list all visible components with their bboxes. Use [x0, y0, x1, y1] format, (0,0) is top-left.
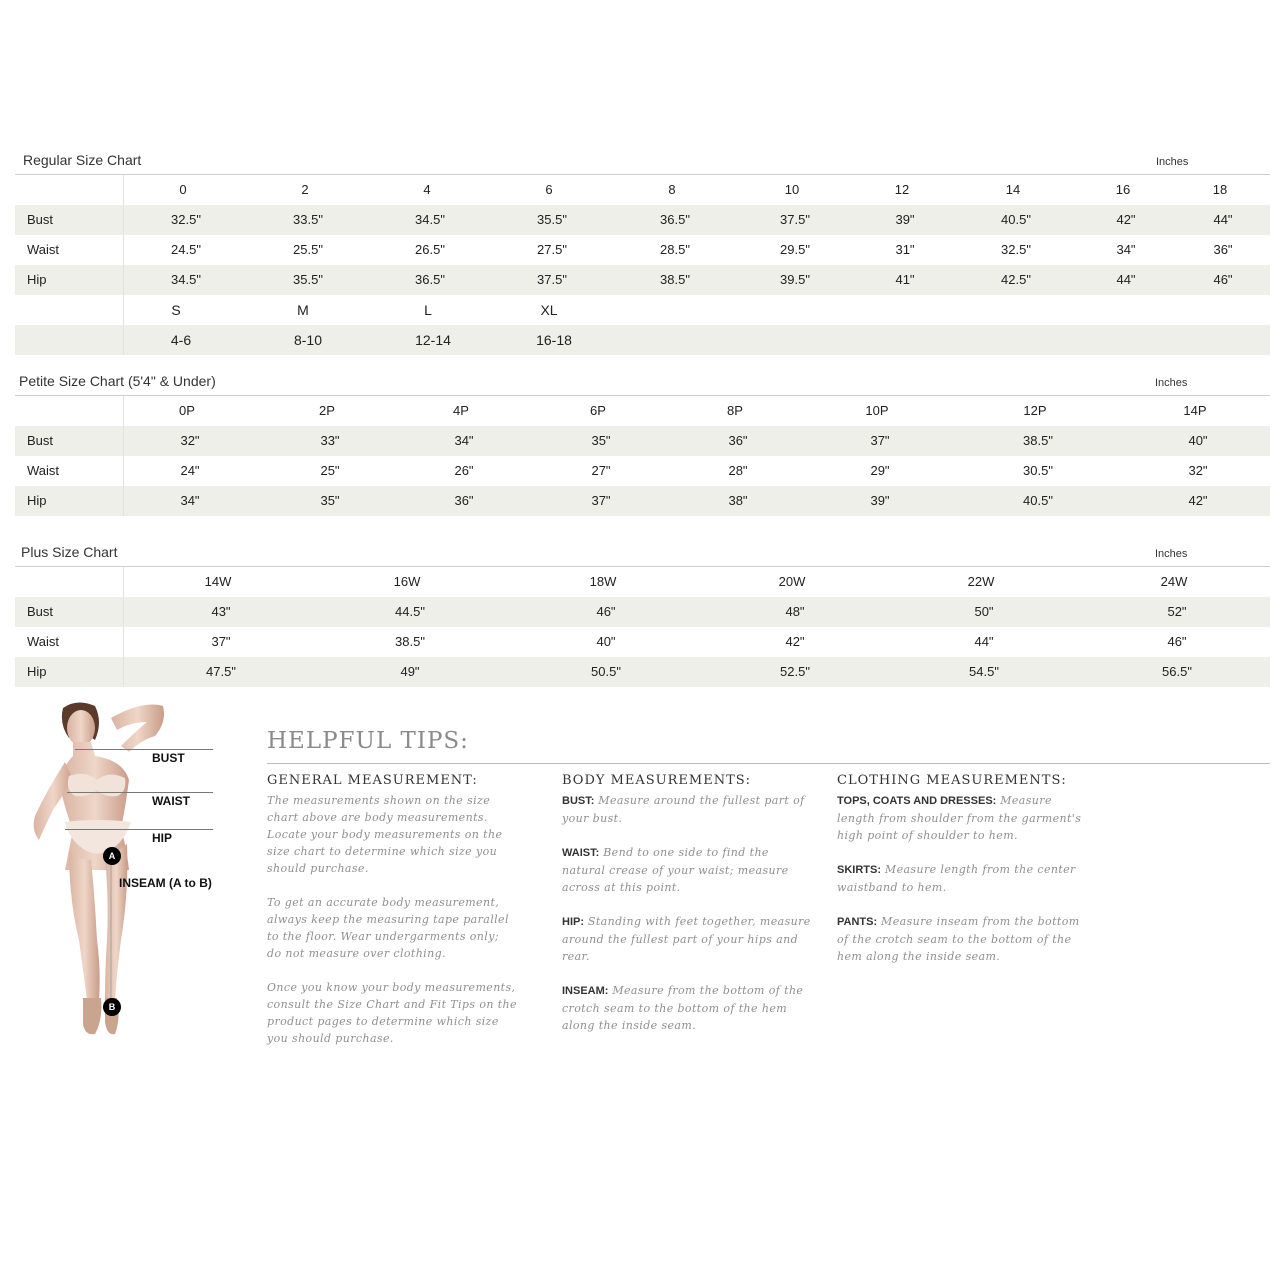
body-measurement-figure: [25, 700, 225, 1040]
table-cell: 29.5": [780, 242, 810, 257]
table-cell: 20W: [778, 574, 806, 589]
table-cell: 44.5": [395, 604, 425, 619]
table-cell: 35": [591, 433, 611, 448]
table-cell: M: [297, 302, 309, 318]
table-cell: 16-18: [536, 332, 572, 348]
skirts-tip-text: Measure length from the center waistband to hem.: [837, 863, 1076, 894]
bust-tip: [562, 792, 812, 827]
table-cell: 36": [454, 493, 474, 508]
clothing-measurements-column: [837, 773, 1087, 982]
point-b-marker: B: [103, 998, 121, 1016]
measurement-row-bust: [15, 426, 1270, 456]
table-cell: 44": [1116, 272, 1136, 287]
table-cell: 33": [320, 433, 340, 448]
table-cell: 50.5": [591, 664, 621, 679]
chart-title: Petite Size Chart (5'4" & Under): [19, 373, 216, 389]
table-cell: S: [171, 302, 181, 318]
table-cell: 16: [1115, 182, 1131, 197]
inseam-tip: [562, 982, 812, 1034]
measurement-row-waist: [15, 235, 1270, 265]
table-cell: 12: [894, 182, 910, 197]
measurement-row-waist: [15, 627, 1270, 657]
alpha-size-row: [15, 295, 1270, 325]
table-cell: 14P: [1183, 403, 1207, 418]
table-cell: 39": [870, 493, 890, 508]
general-paragraph-3: Once you know your body measurements, consult the Size Chart and Fit Tips on the product pages to determine which size you should purchase.: [267, 981, 517, 1045]
measurement-row-waist: [15, 456, 1270, 486]
tips-divider: [267, 763, 1270, 764]
table-cell: 18: [1212, 182, 1228, 197]
row-label: Hip: [27, 493, 47, 508]
measurement-row-bust: [15, 205, 1270, 235]
row-label: Waist: [27, 242, 60, 257]
chart-unit: Inches: [1155, 377, 1188, 389]
table-cell: 36": [728, 433, 748, 448]
measurement-row-hip: [15, 265, 1270, 295]
hip-tip-label: HIP:: [562, 916, 584, 928]
table-cell: 44": [1213, 212, 1233, 227]
row-label: Waist: [27, 634, 60, 649]
bust-tip-label: BUST:: [562, 795, 595, 807]
table-cell: 48": [785, 604, 805, 619]
skirts-tip-label: SKIRTS:: [837, 864, 881, 876]
clothing-measurements-heading: CLOTHING MEASUREMENTS:: [837, 773, 1067, 788]
table-cell: 27": [591, 463, 611, 478]
table-cell: 32.5": [1001, 242, 1031, 257]
chart-unit: Inches: [1156, 156, 1189, 168]
helpful-tips-heading: HELPFUL TIPS:: [267, 728, 469, 754]
waist-tip-label: WAIST:: [562, 847, 600, 859]
general-measurement-column: [267, 773, 517, 1064]
table-cell: 12P: [1023, 403, 1047, 418]
pants-tip-label: PANTS:: [837, 916, 878, 928]
pants-tip-text: Measure inseam from the bottom of the crotch seam to the bottom of the hem along the inside seam.: [837, 915, 1080, 963]
table-cell: 28": [728, 463, 748, 478]
body-measurements-column: [562, 773, 812, 1051]
table-cell: 24.5": [171, 242, 201, 257]
table-cell: 40": [1188, 433, 1208, 448]
table-cell: 0P: [179, 403, 195, 418]
table-cell: 32": [180, 433, 200, 448]
plus-size-chart: [15, 540, 1270, 687]
row-label-cell: [15, 396, 124, 426]
general-measurement-heading: GENERAL MEASUREMENT:: [267, 773, 478, 788]
table-cell: 4: [423, 182, 431, 197]
hip-tip-text: Standing with feet together, measure around the fullest part of your hips and rear.: [562, 915, 811, 963]
table-cell: 35.5": [537, 212, 567, 227]
hip-tip: [562, 913, 812, 965]
tops-tip-label: TOPS, COATS AND DRESSES:: [837, 795, 997, 807]
table-cell: 52.5": [780, 664, 810, 679]
table-cell: 27.5": [537, 242, 567, 257]
table-cell: 37": [870, 433, 890, 448]
table-cell: 14: [1005, 182, 1021, 197]
table-cell: 14W: [204, 574, 232, 589]
table-cell: 6P: [590, 403, 606, 418]
row-label-cell: [15, 567, 124, 597]
pants-tip: [837, 913, 1087, 965]
table-cell: 42": [785, 634, 805, 649]
table-cell: 52": [1167, 604, 1187, 619]
table-cell: 35.5": [293, 272, 323, 287]
table-cell: 33.5": [293, 212, 323, 227]
table-cell: 4-6: [170, 332, 192, 348]
table-cell: 37": [211, 634, 231, 649]
table-cell: 36": [1213, 242, 1233, 257]
table-cell: L: [424, 302, 432, 318]
petite-size-chart: [15, 369, 1270, 516]
table-cell: 42": [1116, 212, 1136, 227]
table-cell: 32": [1188, 463, 1208, 478]
table-cell: 37.5": [537, 272, 567, 287]
tops-tip-text: Measure length from shoulder from the garment's high point of shoulder to hem.: [837, 794, 1082, 842]
table-cell: 56.5": [1162, 664, 1192, 679]
waist-tip: [562, 844, 812, 896]
table-cell: 16W: [393, 574, 421, 589]
chart-unit: Inches: [1155, 548, 1188, 560]
general-paragraph-2: To get an accurate body measurement, always keep the measuring tape parallel to the floor. Wear undergarments only; do not measure over clothing.: [267, 896, 509, 960]
table-cell: 25.5": [293, 242, 323, 257]
table-cell: 37.5": [780, 212, 810, 227]
table-cell: 38.5": [1023, 433, 1053, 448]
table-cell: 40.5": [1001, 212, 1031, 227]
table-cell: 42.5": [1001, 272, 1031, 287]
table-cell: 10: [784, 182, 800, 197]
size-header-row: [15, 396, 1270, 426]
table-cell: 44": [974, 634, 994, 649]
measurement-row-hip: [15, 486, 1270, 516]
row-label: Hip: [27, 272, 47, 287]
table-cell: 8: [668, 182, 676, 197]
waist-guide-line: [67, 792, 213, 793]
bust-tip-text: Measure around the fullest part of your bust.: [562, 794, 805, 825]
table-cell: 26.5": [415, 242, 445, 257]
waist-label: WAIST: [152, 794, 190, 808]
tops-tip: [837, 792, 1087, 844]
table-cell: 30.5": [1023, 463, 1053, 478]
hip-label: HIP: [152, 831, 173, 845]
table-cell: 28.5": [660, 242, 690, 257]
table-cell: 36.5": [660, 212, 690, 227]
chart-title: Plus Size Chart: [21, 544, 118, 560]
waist-tip-text: Bend to one side to find the natural crease of your waist; measure across at this point.: [562, 846, 789, 894]
row-label-cell: [15, 325, 124, 355]
measurement-row-hip: [15, 657, 1270, 687]
skirts-tip: [837, 861, 1087, 896]
table-cell: 34": [1116, 242, 1136, 257]
table-cell: 46": [596, 604, 616, 619]
row-label: Hip: [27, 664, 47, 679]
alpha-range-row: [15, 325, 1270, 355]
row-label-cell: [15, 175, 124, 205]
row-label: Bust: [27, 212, 54, 227]
table-cell: 34": [180, 493, 200, 508]
table-cell: 2: [301, 182, 309, 197]
table-cell: 40": [596, 634, 616, 649]
table-cell: 42": [1188, 493, 1208, 508]
table-cell: 35": [320, 493, 340, 508]
row-label: Bust: [27, 433, 54, 448]
table-cell: 34": [454, 433, 474, 448]
general-paragraph-1: The measurements shown on the size chart above are body measurements. Locate your body measurements on the size chart to determine which size you should purchase.: [267, 794, 503, 875]
table-cell: 38": [728, 493, 748, 508]
chart-title: Regular Size Chart: [23, 152, 142, 168]
point-a-marker: A: [103, 847, 121, 865]
table-cell: 34.5": [415, 212, 445, 227]
table-cell: 31": [895, 242, 915, 257]
regular-size-chart: [15, 148, 1270, 355]
table-cell: 8-10: [293, 332, 323, 348]
table-cell: 26": [454, 463, 474, 478]
inseam-tip-text: Measure from the bottom of the crotch seam to the bottom of the hem along the inside seam.: [562, 984, 804, 1032]
table-cell: 36.5": [415, 272, 445, 287]
table-cell: 34.5": [171, 272, 201, 287]
table-cell: 50": [974, 604, 994, 619]
table-cell: 40.5": [1023, 493, 1053, 508]
row-label: Bust: [27, 604, 54, 619]
table-cell: 46": [1213, 272, 1233, 287]
table-cell: 6: [545, 182, 553, 197]
size-header-row: [15, 175, 1270, 205]
table-cell: 8P: [727, 403, 743, 418]
table-cell: 41": [895, 272, 915, 287]
table-cell: 38.5": [395, 634, 425, 649]
table-cell: 25": [320, 463, 340, 478]
inseam-tip-label: INSEAM:: [562, 985, 609, 997]
table-cell: 2P: [319, 403, 335, 418]
table-cell: 4P: [453, 403, 469, 418]
table-cell: 29": [870, 463, 890, 478]
size-header-row: [15, 567, 1270, 597]
table-cell: 43": [211, 604, 231, 619]
table-cell: 46": [1167, 634, 1187, 649]
model-silhouette-image: [25, 700, 225, 1040]
table-cell: 24": [180, 463, 200, 478]
table-cell: 18W: [589, 574, 617, 589]
table-cell: 32.5": [171, 212, 201, 227]
table-cell: 22W: [967, 574, 995, 589]
body-measurements-heading: BODY MEASUREMENTS:: [562, 773, 752, 788]
table-cell: 24W: [1160, 574, 1188, 589]
table-cell: 54.5": [969, 664, 999, 679]
inseam-label: INSEAM (A to B): [119, 876, 212, 890]
table-cell: 39": [895, 212, 915, 227]
table-cell: 49": [400, 664, 420, 679]
row-label-cell: [15, 295, 124, 325]
table-cell: 37": [591, 493, 611, 508]
table-cell: 39.5": [780, 272, 810, 287]
row-label: Waist: [27, 463, 60, 478]
measurement-row-bust: [15, 597, 1270, 627]
bust-guide-line: [75, 749, 213, 750]
table-cell: 0: [179, 182, 187, 197]
hip-guide-line: [65, 829, 213, 830]
table-cell: 38.5": [660, 272, 690, 287]
table-cell: 47.5": [206, 664, 236, 679]
bust-label: BUST: [152, 751, 185, 765]
table-cell: XL: [540, 302, 558, 318]
table-cell: 12-14: [415, 332, 451, 348]
table-cell: 10P: [865, 403, 889, 418]
